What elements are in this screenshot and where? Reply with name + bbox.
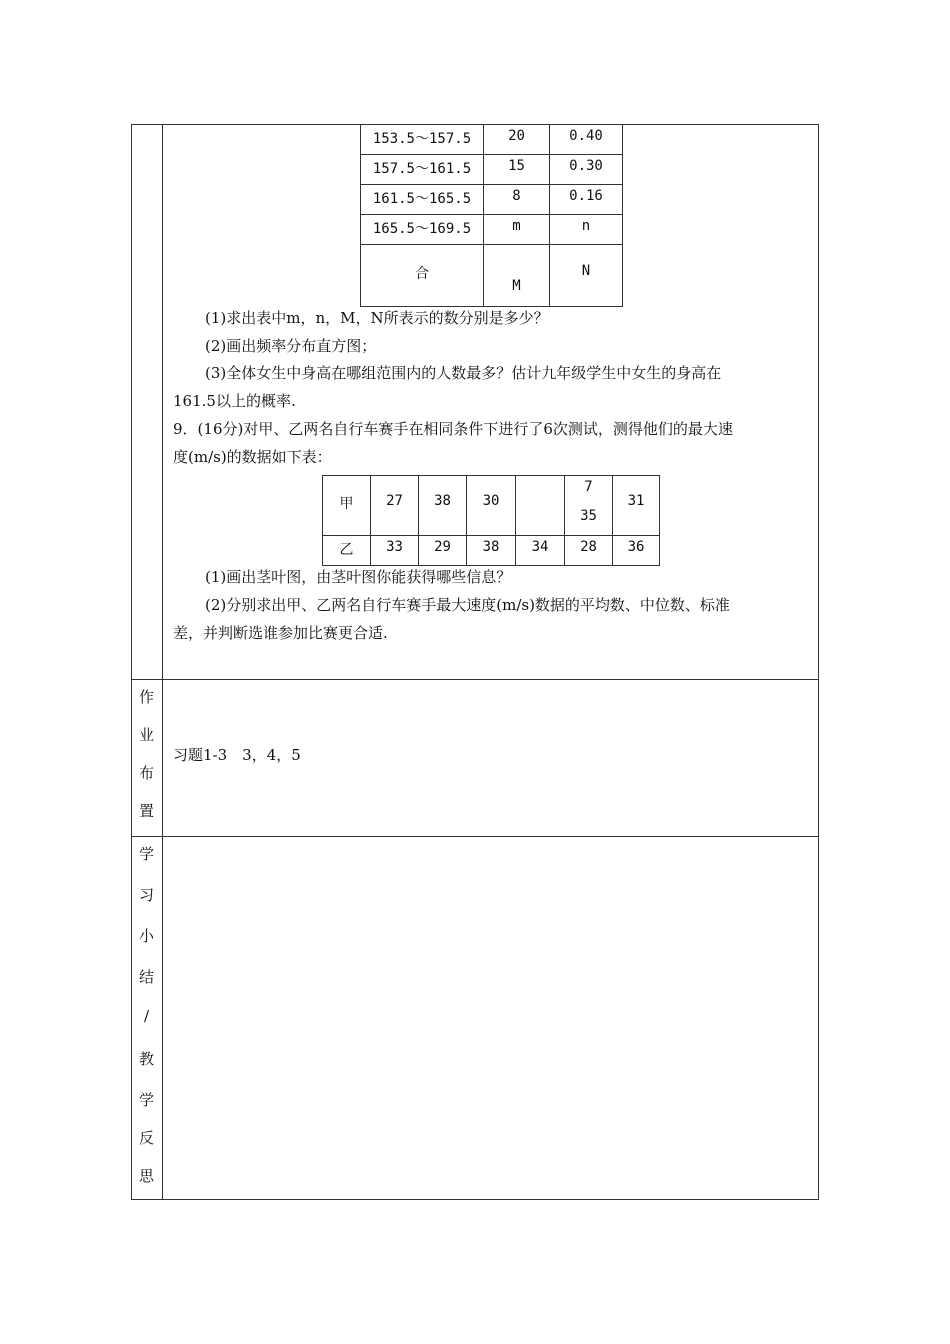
table-cell-label: 甲 [322, 475, 371, 536]
question-8-part-3: (3)全体女生中身高在哪组范围内的人数最多？估计九年级学生中女生的身高在 [205, 364, 722, 382]
table-cell-total-count: M [483, 244, 550, 307]
label-char: 小 [138, 927, 154, 945]
table-cell-total-freq: N [549, 244, 623, 307]
question-9-part-2-cont: 差，并判断选谁参加比赛更合适. [173, 624, 388, 642]
label-char: 思 [138, 1167, 154, 1185]
table-cell: 15 [483, 154, 550, 185]
question-9-part-2: (2)分别求出甲、乙两名自行车赛手最大速度(m/s)数据的平均数、中位数、标准 [205, 596, 730, 614]
table-cell: 27 [370, 475, 419, 536]
question-8-part-2: (2)画出频率分布直方图； [205, 337, 377, 355]
label-char: 习 [138, 886, 154, 904]
table-cell-label: 乙 [322, 535, 371, 566]
label-char: 学 [138, 845, 154, 863]
table-cell-total-label: 合 [360, 244, 484, 307]
table-cell: 7 35 [564, 475, 613, 536]
label-char: 学 [138, 1091, 154, 1109]
label-char: 反 [138, 1129, 154, 1147]
label-char: 教 [138, 1050, 154, 1068]
question-9-text: 9．(16分)对甲、乙两名自行车赛手在相同条件下进行了6次测试，测得他们的最大速 [173, 420, 733, 438]
label-char: 业 [138, 726, 154, 744]
question-9-part-1: (1)画出茎叶图，由茎叶图你能获得哪些信息？ [205, 568, 512, 586]
label-char: / [143, 1007, 150, 1025]
table-cell: 8 [483, 184, 550, 215]
summary-content-area[interactable] [163, 837, 818, 1199]
question-9-text-cont: 度(m/s)的数据如下表： [173, 448, 332, 466]
table-cell: 161.5～165.5 [360, 184, 484, 215]
table-cell: m [483, 214, 550, 245]
table-cell: 153.5～157.5 [360, 124, 484, 155]
table-cell: 20 [483, 124, 550, 155]
question-8-part-3-cont: 161.5以上的概率. [173, 392, 296, 410]
table-cell: 0.40 [549, 124, 623, 155]
table-cell: 28 [564, 535, 613, 566]
table-cell: 33 [370, 535, 419, 566]
section-divider-homework [131, 679, 819, 680]
label-char: 结 [138, 968, 154, 986]
table-cell: 38 [466, 535, 516, 566]
table-cell: 0.30 [549, 154, 623, 185]
homework-content: 习题1-3 3，4，5 [173, 746, 301, 764]
table-cell: 31 [612, 475, 660, 536]
question-8-part-1: (1)求出表中m，n，M，N所表示的数分别是多少？ [205, 309, 549, 327]
table-cell: 38 [418, 475, 467, 536]
table-cell: 29 [418, 535, 467, 566]
label-char: 作 [138, 688, 154, 706]
table-cell: 34 [515, 535, 565, 566]
table-cell: 0.16 [549, 184, 623, 215]
table-cell: 157.5～161.5 [360, 154, 484, 185]
table-cell [515, 475, 565, 536]
label-char: 置 [138, 802, 154, 820]
table-cell: n [549, 214, 623, 245]
table-cell: 36 [612, 535, 660, 566]
table-cell: 165.5～169.5 [360, 214, 484, 245]
label-char: 布 [138, 764, 154, 782]
table-cell: 30 [466, 475, 516, 536]
